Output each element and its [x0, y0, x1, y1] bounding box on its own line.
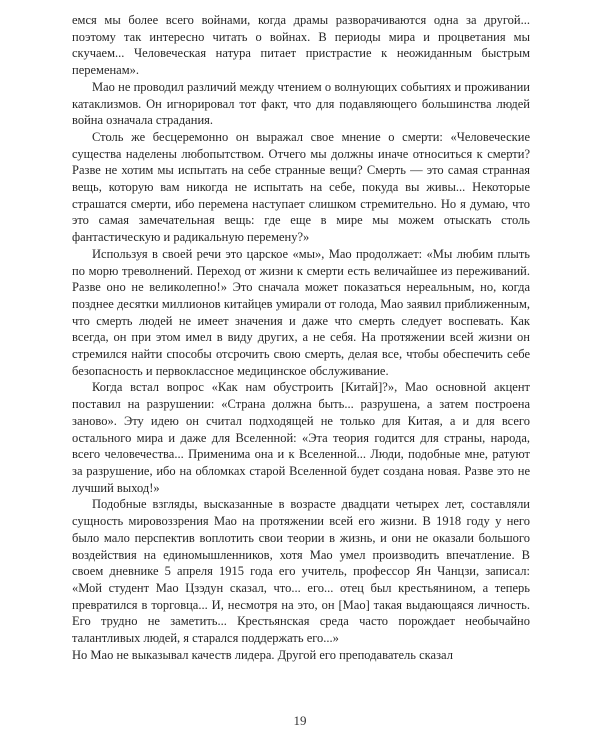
paragraph-mao-death: Столь же бесцеремонно он выражал свое мнение о смерти: «Человеческие существа наделены любопытством. Отчего мы должны иначе относиться к смерти? Разве не хотим мы испытать на себе странные вещи? Смерть — это самая странная вещь, которую вам никогда не испытать на себе, покуда вы живы... Некоторые страшатся смерти, ибо перемена наступает слишком стремительно. Но я думаю, что это самая замечательная вещь: где еще в мире мы можем отыскать столь фантастическую и радикальную перемену?» — [72, 129, 530, 245]
paragraph-royal-we: Используя в своей речи это царское «мы», Мао продолжает: «Мы любим плыть по морю треволнений. Переход от жизни к смерти есть величайшее из переживаний. Разве оно не великолепно!» Это сначала может показаться нереальным, но, когда позднее десятки миллионов китайцев умирали от голода, Мао заявил приближенным, что смерть людей не имеет значения и даже что смерть следует воспевать. Как всегда, он при этом имел в виду других, а не себя. На протяжении всей жизни он стремился найти способы отсрочить свою смерть, делая все, чтобы обеспечить себе безопасность и первоклассное медицинское обслуживание. — [72, 246, 530, 378]
paragraph-continuation: емся мы более всего войнами, когда драмы разворачиваются одна за другой... поэтому так интересно читать о войнах. В периоды мира и процветания мы скучаем... Человеческая натура питает пристрастие к неожиданным быстрым переменам». — [72, 13, 530, 78]
paragraph-leadership: Но Мао не выказывал качеств лидера. Другой его преподаватель сказал — [72, 647, 453, 662]
paragraph-destruction: Когда встал вопрос «Как нам обустроить [Китай]?», Мао основной акцент поставил на разрушении: «Страна должна быть... разрушена, а затем построена заново». Эту идею он считал подходящей не только для Китая, а и для всего остального мира и даже для Вселенной: «Эта теория годится для страны, народа, всего человечества... Применима она и к Вселенной... Люди, подобные мне, ратуют за разрушение, ибо на обломках старой Вселенной будет создана новая. Разве это не лучший выход!» — [72, 380, 530, 495]
paragraph-worldview: Подобные взгляды, высказанные в возрасте двадцати четырех лет, составляли сущность мировоззрения Мао на протяжении всей его жизни. В 1918 году у него было мало перспектив воплотить свои теории в жизнь, и они не оказали большого воздействия на единомышленников, хотя Мао умел производить впечатление. В своем дневнике 5 апреля 1915 года его учитель, профессор Ян Чанцзи, записал: «Мой студент Мао Цзэдун сказал, что... его... отец был крестьянином, а теперь превратился в торговца... И, несмотря на это, он [Мао] такая выдающаяся личность. Его трудно не заметить... Крестьянская среда часто порождает необычайно талантливых людей, я старался поддержать его...» — [72, 497, 530, 646]
page-number: 19 — [293, 713, 307, 728]
paragraph-mao-distinctions: Мао не проводил различий между чтением о волнующих событиях и проживании катаклизмов. Он игнорировал тот факт, что для подавляющего большинства людей война означала страдания. — [72, 79, 530, 128]
